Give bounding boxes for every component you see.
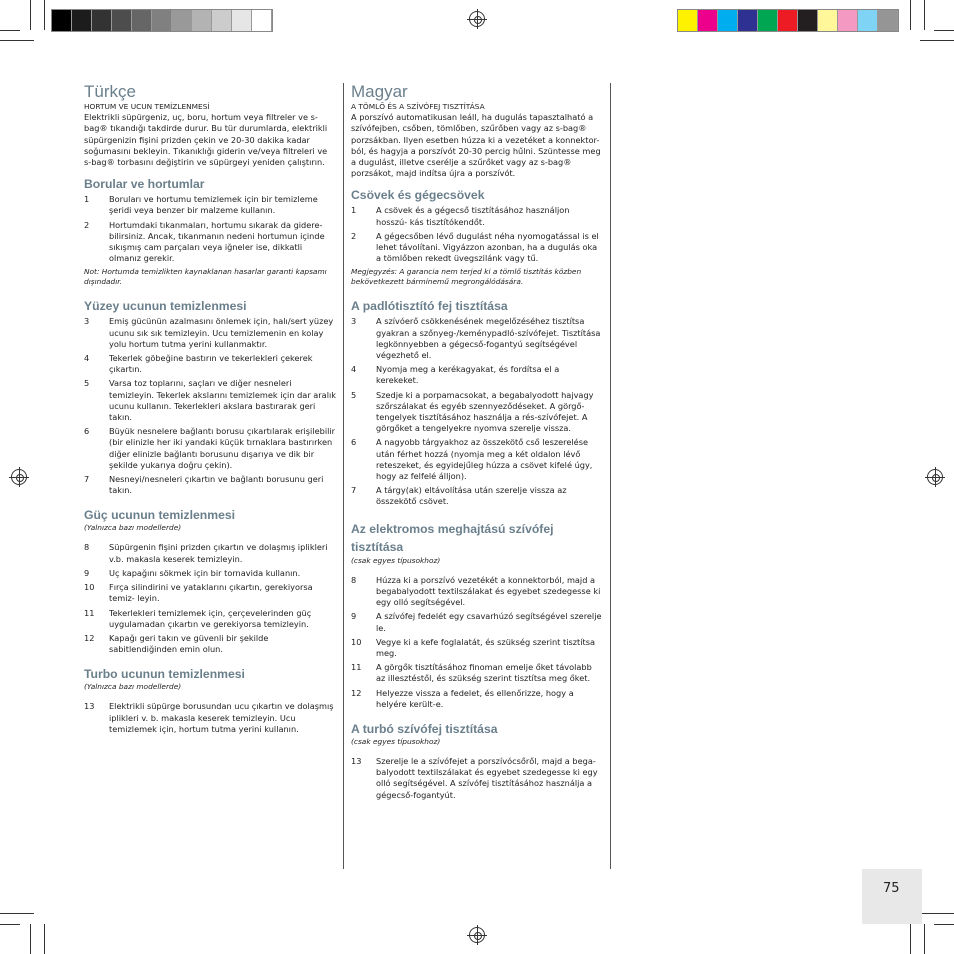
list-item — [351, 316, 603, 361]
crop-mark — [44, 0, 45, 30]
list-item — [351, 485, 603, 507]
item-number: 4 — [84, 353, 90, 364]
item-number: 2 — [351, 230, 357, 241]
item-text: Tekerlekleri temizlemek için, çerçevelerinden güç uygulamadan çıkartın ve gerekiyorsa temizleyin. — [109, 607, 312, 629]
color-swatch — [798, 10, 818, 31]
color-swatch — [818, 10, 838, 31]
page-number: 75 — [883, 881, 900, 896]
crop-mark — [910, 0, 911, 30]
item-text: A gégecsőben lévő dugulást néha nyomogatással is el lehet távolítani. Vigyázzon azonban, ha a dugulás oka a tömlőben rekedt üvegszilánk vagy tű. — [376, 230, 599, 264]
crop-mark — [0, 40, 34, 41]
color-swatch — [698, 10, 718, 31]
item-text: Húzza ki a porszívó vezetékét a konnektorból, majd a begabalyodott textilszálakat és egyebet szedegesse ki egy olló segítségével. — [376, 574, 601, 608]
section-subtitle: A TÖMLŐ ÉS A SZÍVÓFEJ TISZTÍTÁSA — [351, 102, 485, 111]
color-swatch — [72, 10, 92, 31]
item-text: Szedje ki a porpamacsokat, a begabalyodott hajvagy szőrszálakat és egyéb szennyeződéseket. A görgő- tengelyek tisztításához használja a rés-szívófejet. A görgőket a tengelyekre nyomva szerelje vissza. — [376, 389, 594, 434]
instruction-list — [84, 194, 336, 264]
item-text: A tárgy(ak) eltávolítása után szerelje vissza az összekötő csövet. — [376, 485, 567, 507]
list-item — [351, 205, 603, 227]
color-swatch — [152, 10, 172, 31]
item-number: 11 — [84, 607, 95, 618]
intro-paragraph: A porszívó automatikusan leáll, ha dugulás tapasztalható a szívófejben, csőben, tömlőben, szűrőben vagy az s-bag® porzsákban. Ilyen esetben húzza ki a vezetéket a konnektor- ból, és hagyja a porszívót 20-30 percig hűlni. Szüntesse meg a dugulást, illetve cserélje a szűrőket vagy az s-bag® porzsákot, majd indítsa újra a porszívót. — [351, 112, 601, 179]
heading-tubes: Csövek és gégecsövek — [351, 188, 485, 203]
crop-mark — [920, 913, 954, 914]
item-text: Tekerlek göbeğine bastırın ve tekerlekleri çekerek çıkartın. — [109, 353, 313, 375]
instruction-list — [351, 205, 603, 264]
item-text: Uç kapağını sökmek için bir tornavida kullanın. — [109, 567, 301, 578]
item-text: Boruları ve hortumu temizlemek için bir temizleme şeridi veya benzer bir malzeme kullanın. — [109, 194, 318, 216]
item-text: Kapağı geri takın ve güvenli bir şekilde sabitlendiğinden emin olun. — [109, 632, 269, 655]
crop-mark — [30, 0, 31, 30]
item-number: 6 — [351, 437, 357, 448]
item-number: 5 — [84, 378, 90, 389]
item-text: A görgők tisztításához finoman emelje őket távolabb az illesztéstől, és szükség szerint tisztítsa meg őket. — [376, 662, 592, 684]
color-swatch — [858, 10, 878, 31]
column-hungarian — [351, 82, 603, 804]
list-item — [351, 611, 603, 633]
list-item — [351, 637, 603, 659]
intro-paragraph: Elektrikli süpürgeniz, uç, boru, hortum veya filtreler ve s-bag® tıkandığı takdirde durur. Bu tür durumlarda, elektrikli süpürgenizin fişini prizden çekin ve 20-30 dakika kadar soğumasını bekleyin. Tıkanıklığı giderin ve/veya filtreleri ve s-bag® torbasını değiştirin ve süpürgeyi yeniden çalıştırın. — [84, 112, 328, 168]
item-number: 1 — [84, 194, 90, 205]
item-text: A nagyobb tárgyakhoz az összekötő cső leszerelése után férhet hozzá (nyomja meg a két oldalon lévő reteszeket, és egyidejűleg húzza a csövet kifelé úgy, hogy az felfelé álljon). — [376, 437, 593, 482]
item-text: Varsa toz toplarını, saçları ve diğer nesneleri temizleyin. Tekerlek akslarını temizlemek için dar aralık ucunu kullanın. Tekerlekleri akslara bastırarak geri takın. — [109, 378, 336, 423]
item-text: Szerelje le a szívófejet a porszívócsőről, majd a bega- balyodott textilszálakat és egyebet szedegesse ki egy olló segítségével. A szívófej tisztításához használja a gégecső-fogantyút. — [376, 755, 598, 800]
grayscale-bar — [51, 9, 273, 32]
item-number: 1 — [351, 205, 357, 216]
list-item — [84, 220, 336, 265]
list-item — [84, 568, 336, 579]
model-note: (Yalnızca bazı modellerde) — [84, 523, 182, 533]
item-number: 8 — [84, 542, 90, 553]
color-bar — [677, 9, 899, 32]
item-number: 5 — [351, 389, 357, 400]
item-number: 3 — [84, 316, 90, 327]
item-number: 8 — [351, 574, 357, 585]
instruction-list — [351, 316, 603, 507]
list-item — [351, 231, 603, 265]
item-number: 9 — [351, 611, 357, 622]
list-item — [84, 608, 336, 630]
crop-mark — [934, 30, 954, 31]
color-swatch — [252, 10, 272, 31]
item-number: 9 — [84, 567, 90, 578]
model-note: (Yalnızca bazı modellerde) — [84, 682, 182, 692]
item-number: 10 — [351, 636, 362, 647]
item-number: 12 — [84, 632, 95, 643]
model-note: (csak egyes típusokhoz) — [351, 736, 441, 746]
color-swatch — [232, 10, 252, 31]
instruction-list — [84, 542, 336, 655]
page-number-box — [862, 869, 922, 924]
item-text: Vegye ki a kefe foglalatát, és szükség szerint tisztítsa meg. — [376, 636, 596, 658]
note: Megjegyzés: A garancia nem terjed ki a tömlő tisztítás közben bekövetkezett bárminemű megrongálódására. — [351, 267, 582, 287]
column-turkish — [84, 82, 336, 738]
color-swatch — [878, 10, 898, 31]
section-title: Magyar — [351, 82, 408, 101]
instruction-list — [84, 316, 336, 496]
heading-floor-nozzle: A padlótisztító fej tisztítása — [351, 299, 508, 314]
crop-mark — [0, 30, 20, 31]
item-number: 6 — [84, 426, 90, 437]
item-number: 7 — [84, 474, 90, 485]
section-subtitle: HORTUM VE UCUN TEMİZLENMESİ — [84, 102, 210, 111]
item-number: 3 — [351, 316, 357, 327]
model-note: (csak egyes típusokhoz) — [351, 555, 441, 565]
color-swatch — [192, 10, 212, 31]
list-item — [351, 662, 603, 684]
crop-mark — [0, 913, 34, 914]
color-swatch — [838, 10, 858, 31]
heading-floor-nozzle: Yüzey ucunun temizlenmesi — [84, 299, 247, 314]
list-item — [84, 378, 336, 423]
item-number: 11 — [351, 662, 362, 673]
item-text: A csövek és a gégecső tisztításához használjon hosszú- kás tisztítókendőt. — [376, 205, 570, 227]
item-number: 13 — [84, 701, 95, 712]
heading-turbo-nozzle: A turbó szívófej tisztítása — [351, 721, 498, 736]
list-item — [84, 194, 336, 216]
instruction-list — [84, 701, 336, 735]
list-item — [84, 316, 336, 350]
item-text: Nesneyi/nesneleri çıkartın ve bağlantı borusunu geri takın. — [109, 474, 324, 496]
item-number: 13 — [351, 755, 362, 766]
crop-mark — [934, 924, 954, 925]
crop-mark — [924, 0, 925, 30]
crop-mark — [924, 924, 925, 954]
item-number: 12 — [351, 687, 362, 698]
item-text: A szívóerő csökkenésének megelőzéséhez tisztítsa gyakran a szőnyeg-/keménypadló-szívófejet. Tisztítása legkönnyebben a gégecső-fogantyú segítségével végezhető el. — [376, 316, 601, 361]
list-item — [351, 437, 603, 482]
list-item — [84, 353, 336, 375]
list-item — [84, 474, 336, 496]
crop-mark — [920, 40, 954, 41]
registration-mark-icon — [469, 927, 485, 943]
crop-mark — [44, 924, 45, 954]
color-swatch — [92, 10, 112, 31]
color-swatch — [718, 10, 738, 31]
color-swatch — [738, 10, 758, 31]
heading-turbo-nozzle: Turbo ucunun temizlenmesi — [84, 667, 245, 682]
heading-power-nozzle: Az elektromos meghajtású szívófej tisztítása — [351, 521, 554, 554]
item-text: A szívófej fedelét egy csavarhúzó segítségével szerelje le. — [376, 611, 602, 633]
heading-tubes: Borular ve hortumlar — [84, 177, 205, 192]
color-swatch — [112, 10, 132, 31]
item-text: Elektrikli süpürge borusundan ucu çıkartın ve dolaşmış iplikleri v. b. makasla keserek temizleyin. Ucu temizlemek için, hortum tutma yerini kullanın. — [109, 701, 334, 734]
item-text: Hortumdaki tıkanmaları, hortumu sıkarak da gidere- bilirsiniz. Ancak, tıkanmanın nedeni hortumun içinde sıkışmış cam parçaları veya iğneler ise, dikkatli olmanız gerekir. — [109, 219, 325, 264]
list-item — [351, 364, 603, 386]
color-swatch — [758, 10, 778, 31]
registration-mark-icon — [469, 11, 485, 27]
color-swatch — [778, 10, 798, 31]
instruction-list — [351, 756, 603, 801]
color-swatch — [212, 10, 232, 31]
heading-power-nozzle: Güç ucunun temizlenmesi — [84, 508, 236, 523]
list-item — [84, 426, 336, 471]
color-swatch — [132, 10, 152, 31]
item-number: 7 — [351, 485, 357, 496]
color-swatch — [52, 10, 72, 31]
section-title: Türkçe — [84, 82, 136, 101]
list-item — [84, 542, 336, 564]
list-item — [84, 633, 336, 655]
instruction-list — [351, 575, 603, 710]
item-text: Büyük nesnelere bağlantı borusu çıkartılarak erişilebilir (bir elinizle her iki yandaki küçük tırnaklara bastırırken diğer elinizle bağlantı borusunu dışarıya ve dik bir şekilde yukarıya doğru çekin). — [109, 426, 336, 470]
list-item — [84, 701, 336, 735]
list-item — [351, 756, 603, 801]
item-text: Helyezze vissza a fedelet, és ellenőrizze, hogy a helyére került-e. — [376, 687, 574, 709]
item-number: 10 — [84, 582, 95, 593]
list-item — [351, 688, 603, 710]
column-divider — [343, 83, 344, 869]
list-item — [84, 582, 336, 604]
registration-mark-icon — [11, 469, 27, 485]
list-item — [351, 390, 603, 435]
item-text: Fırça silindirini ve yataklarını çıkartın, gerekiyorsa temiz- leyin. — [109, 582, 313, 604]
crop-mark — [0, 924, 20, 925]
item-text: Süpürgenin fişini prizden çıkartın ve dolaşmış iplikleri v.b. makasla keserek temizleyin. — [109, 542, 328, 564]
crop-mark — [30, 924, 31, 954]
crop-mark — [910, 924, 911, 954]
list-item — [351, 575, 603, 609]
registration-mark-icon — [927, 469, 943, 485]
color-swatch — [172, 10, 192, 31]
note: Not: Hortumda temizlikten kaynaklanan hasarlar garanti kapsamı dışındadır. — [84, 267, 327, 287]
item-number: 4 — [351, 364, 357, 375]
column-divider — [610, 83, 611, 869]
color-swatch — [678, 10, 698, 31]
item-text: Nyomja meg a kerékagyakat, és fordítsa el a kerekeket. — [376, 364, 560, 386]
item-number: 2 — [84, 219, 90, 230]
item-text: Emiş gücünün azalmasını önlemek için, halı/sert yüzey ucunu sık sık temizleyin. Ucu temizlemenin en kolay yolu hortum tutma yerini kullanmaktır. — [109, 316, 334, 349]
